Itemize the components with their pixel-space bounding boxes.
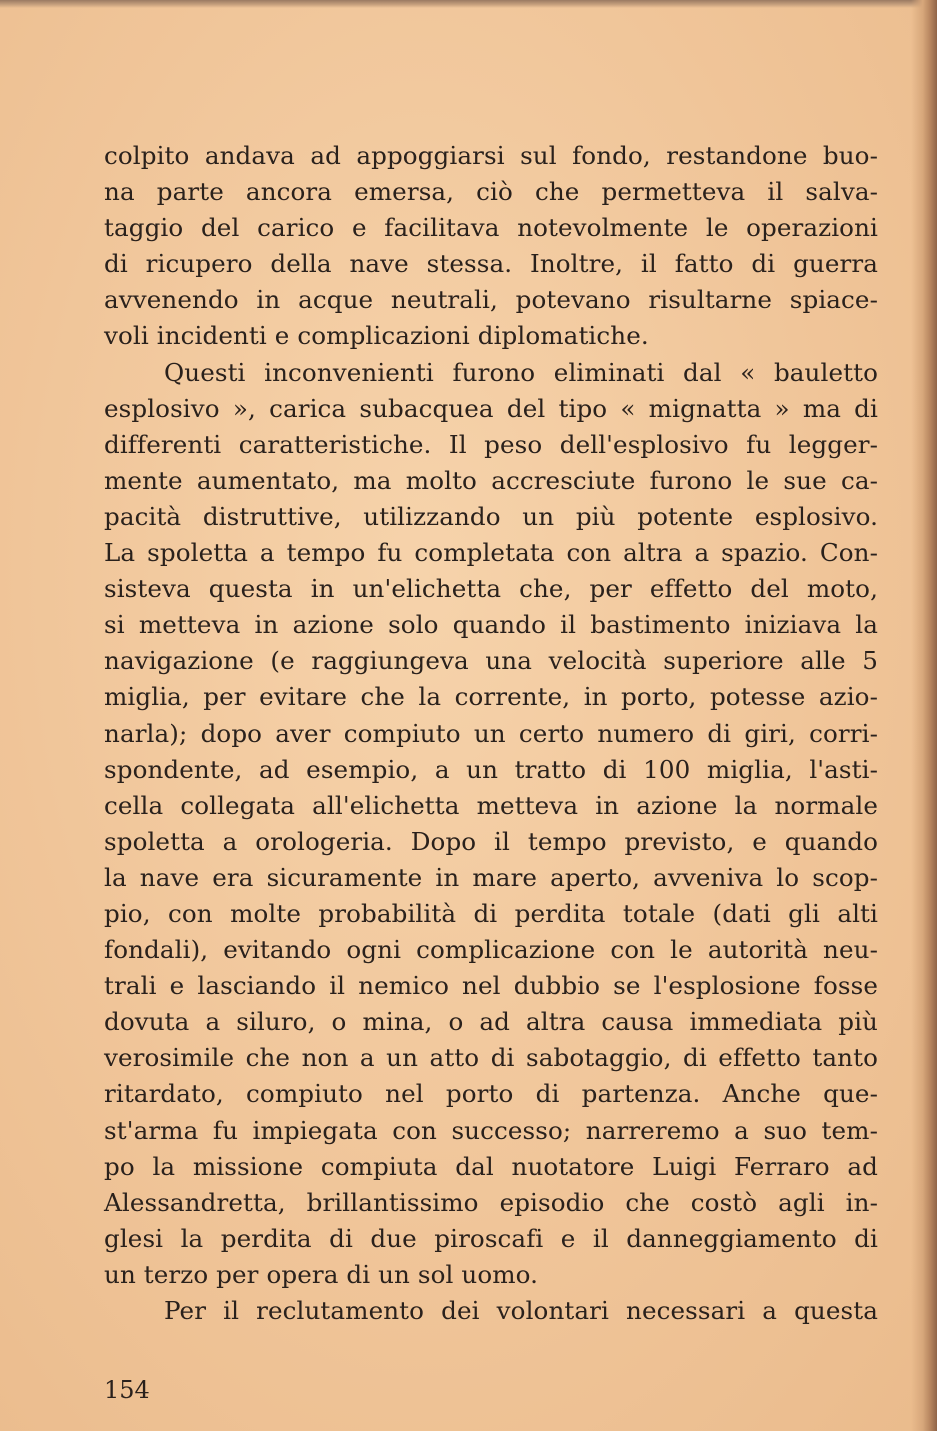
text-line: sisteva questa in un'elichetta che, per effetto del moto, (104, 574, 878, 604)
text-line: fondali), evitando ogni complicazione con le autorità neu- (104, 935, 878, 965)
text-line: na parte ancora emersa, ciò che permetteva il salva- (104, 177, 878, 207)
text-line: si metteva in azione solo quando il bastimento iniziava la (104, 610, 878, 640)
text-line: Alessandretta, brillantissimo episodio che costò agli in- (104, 1187, 878, 1217)
text-line: spondente, ad esempio, a un tratto di 100 miglia, l'asti- (104, 754, 878, 784)
text-line: spoletta a orologeria. Dopo il tempo previsto, e quando (104, 826, 878, 856)
page-number: 154 (104, 1376, 150, 1404)
text-line: st'arma fu impiegata con successo; narreremo a suo tem- (104, 1115, 878, 1145)
text-line: narla); dopo aver compiuto un certo numero di giri, corri- (104, 718, 878, 748)
text-line: glesi la perdita di due piroscafi e il danneggiamento di (104, 1223, 878, 1253)
text-line: esplosivo », carica subacquea del tipo « mignatta » ma di (104, 393, 878, 423)
text-line: miglia, per evitare che la corrente, in porto, potesse azio- (104, 682, 878, 712)
text-line: trali e lasciando il nemico nel dubbio se l'esplosione fosse (104, 971, 878, 1001)
text-line: voli incidenti e complicazioni diplomatiche. (104, 321, 649, 351)
text-line: taggio del carico e facilitava notevolmente le operazioni (104, 213, 878, 243)
text-line: un terzo per opera di un sol uomo. (104, 1259, 539, 1289)
text-line: pacità distruttive, utilizzando un più potente esplosivo. (104, 501, 878, 531)
text-line: mente aumentato, ma molto accresciute furono le sue ca- (104, 465, 878, 495)
text-line: La spoletta a tempo fu completata con altra a spazio. Con- (104, 538, 878, 568)
text-line: di ricupero della nave stessa. Inoltre, il fatto di guerra (104, 249, 878, 279)
text-line: colpito andava ad appoggiarsi sul fondo, restandone buo- (104, 141, 878, 170)
paragraph-3 (104, 1293, 878, 1329)
text-line: navigazione (e raggiungeva una velocità superiore alle 5 (104, 646, 878, 676)
text-line: ritardato, compiuto nel porto di partenza. Anche que- (104, 1079, 878, 1109)
page-top-edge (0, 0, 937, 8)
text-line: verosimile che non a un atto di sabotaggio, di effetto tanto (104, 1043, 878, 1073)
page-binding-shadow (911, 0, 937, 1431)
text-line: avvenendo in acque neutrali, potevano risultarne spiace- (104, 285, 878, 315)
paragraph-1 (104, 138, 878, 355)
text-line: la nave era sicuramente in mare aperto, avveniva lo scop- (104, 862, 878, 892)
text-line: dovuta a siluro, o mina, o ad altra causa immediata più (104, 1007, 878, 1037)
book-page-text (104, 138, 878, 1329)
text-line: differenti caratteristiche. Il peso dell'esplosivo fu legger- (104, 429, 878, 459)
paragraph-2 (104, 355, 878, 1293)
text-line: po la missione compiuta dal nuotatore Luigi Ferraro ad (104, 1151, 878, 1181)
text-line: pio, con molte probabilità di perdita totale (dati gli alti (104, 898, 878, 928)
text-line: Questi inconvenienti furono eliminati dal « bauletto (164, 357, 878, 387)
text-line: Per il reclutamento dei volontari necessari a questa (164, 1296, 878, 1325)
text-line: cella collegata all'elichetta metteva in azione la normale (104, 790, 878, 820)
